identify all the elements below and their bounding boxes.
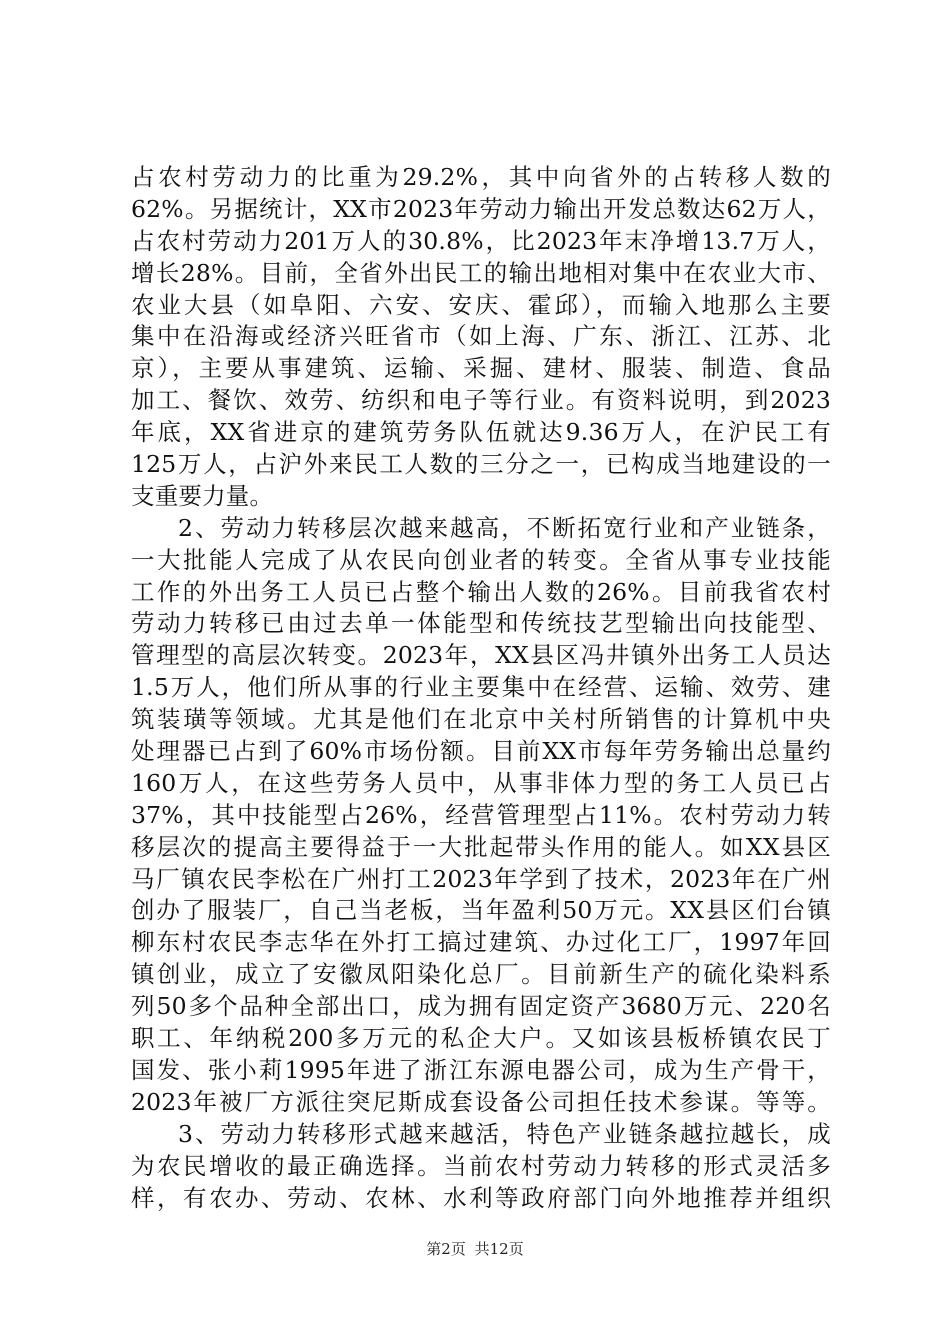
text-line: 62%。另据统计，XX市2023年劳动力输出开发总数达62万人， [131, 194, 831, 223]
text-line: 管理型的高层次转变。2023年，XX县区冯井镇外出务工人员达 [131, 641, 831, 670]
paragraph-end-line: 支重要力量。 [131, 481, 274, 510]
text-line: 为农民增收的最正确选择。当前农村劳动力转移的形式灵活多 [131, 1151, 831, 1180]
text-line: 125万人，占沪外来民工人数的三分之一，已构成当地建设的一 [131, 450, 831, 479]
text-line: 柳东村农民李志华在外打工搞过建筑、办过化工厂，1997年回 [131, 928, 831, 957]
paragraph-start-line: 2、劳动力转移层次越来越高，不断拓宽行业和产业链条， [178, 513, 831, 542]
text-line: 年底，XX省进京的建筑劳务队伍就达9.36万人，在沪民工有 [131, 418, 831, 447]
text-line: 160万人，在这些劳务人员中，从事非体力型的务工人员已占 [131, 768, 831, 797]
text-line: 处理器已占到了60%市场份额。目前XX市每年劳务输出总量约 [131, 737, 831, 766]
text-line: 移层次的提高主要得益于一大批起带头作用的能人。如XX县区 [131, 832, 831, 861]
text-line: 职工、年纳税200多万元的私企大户。又如该县板桥镇农民丁 [131, 1024, 831, 1053]
text-line: 镇创业，成立了安徽凤阳染化总厂。目前新生产的硫化染料系 [131, 960, 831, 989]
text-line: 农业大县（如阜阳、六安、安庆、霍邱），而输入地那么主要 [131, 290, 831, 319]
text-line: 1.5万人，他们所从事的行业主要集中在经营、运输、效劳、建 [131, 673, 831, 702]
text-line: 加工、餐饮、效劳、纺织和电子等行业。有资料说明，到2023 [131, 386, 831, 415]
text-line: 样，有农办、劳动、农林、水利等政府部门向外地推荐并组织 [131, 1183, 831, 1212]
page-number: 第2页 [426, 1240, 466, 1258]
text-line: 京），主要从事建筑、运输、采掘、建材、服装、制造、食品 [131, 354, 831, 383]
page-footer [0, 1239, 950, 1259]
text-line: 国发、张小莉1995年进了浙江东源电器公司，成为生产骨干， [131, 1055, 831, 1084]
text-line: 列50多个品种全部出口，成为拥有固定资产3680万元、220名 [131, 992, 831, 1021]
page-total: 共12页 [474, 1240, 524, 1258]
text-line: 增长28%。目前，全省外出民工的输出地相对集中在农业大市、 [131, 258, 831, 287]
text-line: 筑装璜等领域。尤其是他们在北京中关村所销售的计算机中央 [131, 705, 831, 734]
text-line: 一大批能人完成了从农民向创业者的转变。全省从事专业技能 [131, 545, 831, 574]
text-line: 占农村劳动力的比重为29.2%，其中向省外的占转移人数的 [131, 163, 831, 191]
text-line: 2023年被厂方派往突尼斯成套设备公司担任技术参谋。等等。 [131, 1087, 831, 1116]
text-line: 工作的外出务工人员已占整个输出人数的26%。目前我省农村 [131, 577, 831, 606]
text-line: 占农村劳动力201万人的30.8%，比2023年末净增13.7万人， [131, 226, 831, 255]
text-line: 创办了服装厂，自己当老板，当年盈利50万元。XX县区们台镇 [131, 896, 831, 925]
body-text [131, 162, 831, 1214]
text-line: 劳动力转移已由过去单一体能型和传统技艺型输出向技能型、 [131, 609, 831, 638]
text-line: 37%，其中技能型占26%，经营管理型占11%。农村劳动力转 [131, 800, 831, 829]
text-line: 集中在沿海或经济兴旺省市（如上海、广东、浙江、江苏、北 [131, 322, 831, 351]
paragraph-start-line: 3、劳动力转移形式越来越活，特色产业链条越拉越长，成 [178, 1119, 831, 1148]
text-line: 马厂镇农民李松在广州打工2023年学到了技术，2023年在广州 [131, 864, 831, 893]
